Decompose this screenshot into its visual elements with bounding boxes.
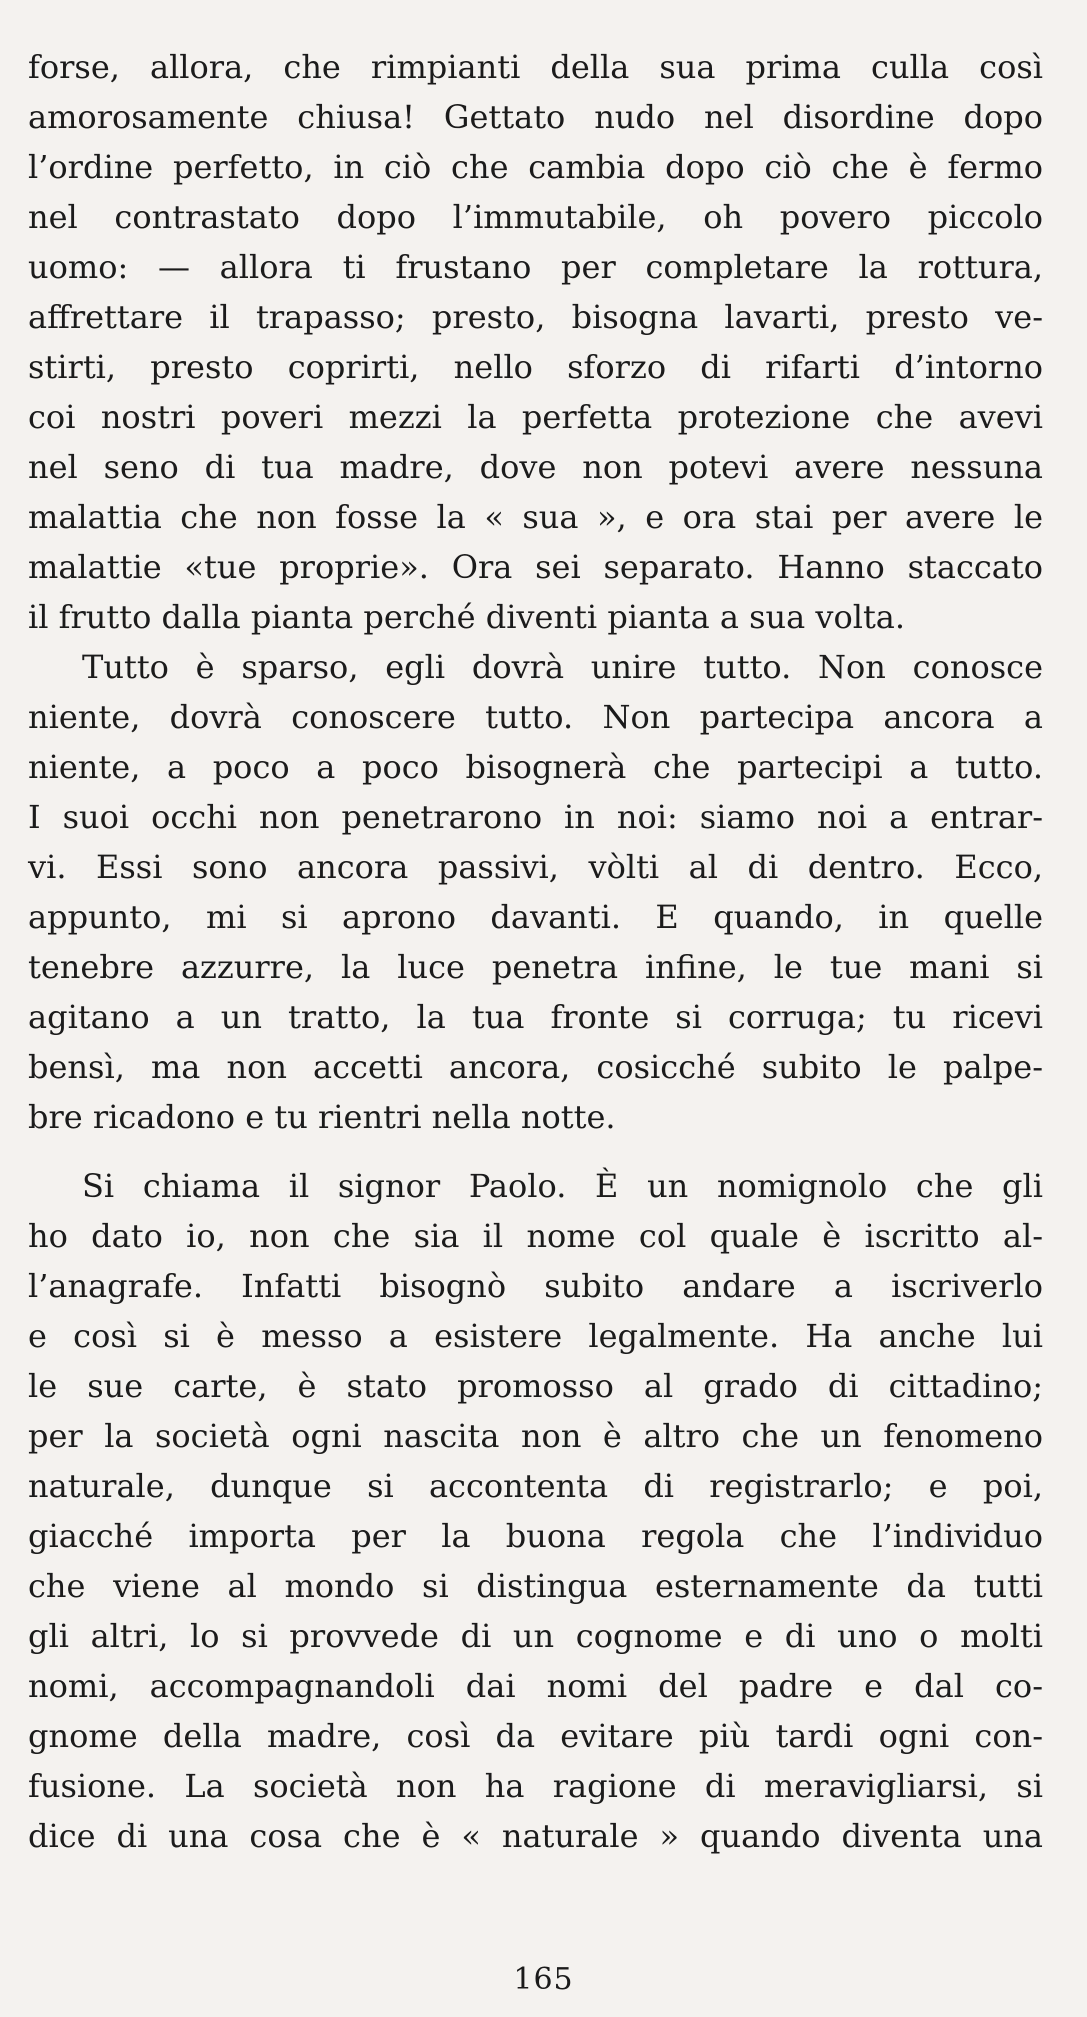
paragraph-3	[28, 1161, 1043, 1861]
text-line: nel contrastato dopo l’immutabile, oh povero piccolo	[28, 198, 1043, 236]
text-line: per la società ogni nascita non è altro che un fenomeno	[28, 1417, 1043, 1455]
text-line: uomo: — allora ti frustano per completare la rottura,	[28, 248, 1043, 286]
text-line: niente, a poco a poco bisognerà che partecipi a tutto.	[28, 748, 1043, 786]
text-line: Tutto è sparso, egli dovrà unire tutto. Non conosce	[82, 648, 1043, 686]
text-line: forse, allora, che rimpianti della sua prima culla così	[28, 48, 1043, 86]
text-line: Si chiama il signor Paolo. È un nomignolo che gli	[82, 1167, 1043, 1205]
text-line: bensì, ma non accetti ancora, cosicché subito le palpe-	[28, 1048, 1043, 1086]
text-line: dice di una cosa che è « naturale » quando diventa una	[28, 1817, 1043, 1855]
text-line: l’ordine perfetto, in ciò che cambia dopo ciò che è fermo	[28, 148, 1043, 186]
text-line: nel seno di tua madre, dove non potevi avere nessuna	[28, 448, 1043, 486]
text-line: e così si è messo a esistere legalmente. Ha anche lui	[28, 1317, 1043, 1355]
text-line: malattie «tue proprie». Ora sei separato. Hanno staccato	[28, 548, 1043, 586]
text-line: fusione. La società non ha ragione di meravigliarsi, si	[28, 1767, 1043, 1805]
paragraph-1	[28, 42, 1043, 642]
text-line: malattia che non fosse la « sua », e ora stai per avere le	[28, 498, 1043, 536]
paragraph-2	[28, 642, 1043, 1142]
text-line: I suoi occhi non penetrarono in noi: siamo noi a entrar-	[28, 798, 1043, 836]
text-line: vi. Essi sono ancora passivi, vòlti al di dentro. Ecco,	[28, 848, 1043, 886]
text-line: il frutto dalla pianta perché diventi pianta a sua volta.	[28, 598, 906, 636]
text-block-bottom	[28, 1161, 1043, 1861]
text-line: bre ricadono e tu rientri nella notte.	[28, 1098, 616, 1136]
text-line: giacché importa per la buona regola che l’individuo	[28, 1517, 1043, 1555]
text-line: appunto, mi si aprono davanti. E quando, in quelle	[28, 898, 1043, 936]
page-number: 165	[513, 1962, 574, 1997]
text-line: amorosamente chiusa! Gettato nudo nel disordine dopo	[28, 98, 1043, 136]
text-line: nomi, accompagnandoli dai nomi del padre e dal co-	[28, 1667, 1043, 1705]
text-line: agitano a un tratto, la tua fronte si corruga; tu ricevi	[28, 998, 1043, 1036]
text-line: l’anagrafe. Infatti bisognò subito andare a iscriverlo	[28, 1267, 1043, 1305]
text-block-top	[28, 42, 1043, 1142]
text-line: tenebre azzurre, la luce penetra infine, le tue mani si	[28, 948, 1043, 986]
text-line: affrettare il trapasso; presto, bisogna lavarti, presto ve-	[28, 298, 1043, 336]
text-line: naturale, dunque si accontenta di registrarlo; e poi,	[28, 1467, 1043, 1505]
text-line: stirti, presto coprirti, nello sforzo di rifarti d’intorno	[28, 348, 1043, 386]
text-line: che viene al mondo si distingua esternamente da tutti	[28, 1567, 1043, 1605]
text-line: coi nostri poveri mezzi la perfetta protezione che avevi	[28, 398, 1043, 436]
text-line: gnome della madre, così da evitare più tardi ogni con-	[28, 1717, 1043, 1755]
text-line: ho dato io, non che sia il nome col quale è iscritto al-	[28, 1217, 1043, 1255]
text-line: le sue carte, è stato promosso al grado di cittadino;	[28, 1367, 1043, 1405]
text-line: gli altri, lo si provvede di un cognome e di uno o molti	[28, 1617, 1043, 1655]
text-line: niente, dovrà conoscere tutto. Non partecipa ancora a	[28, 698, 1043, 736]
